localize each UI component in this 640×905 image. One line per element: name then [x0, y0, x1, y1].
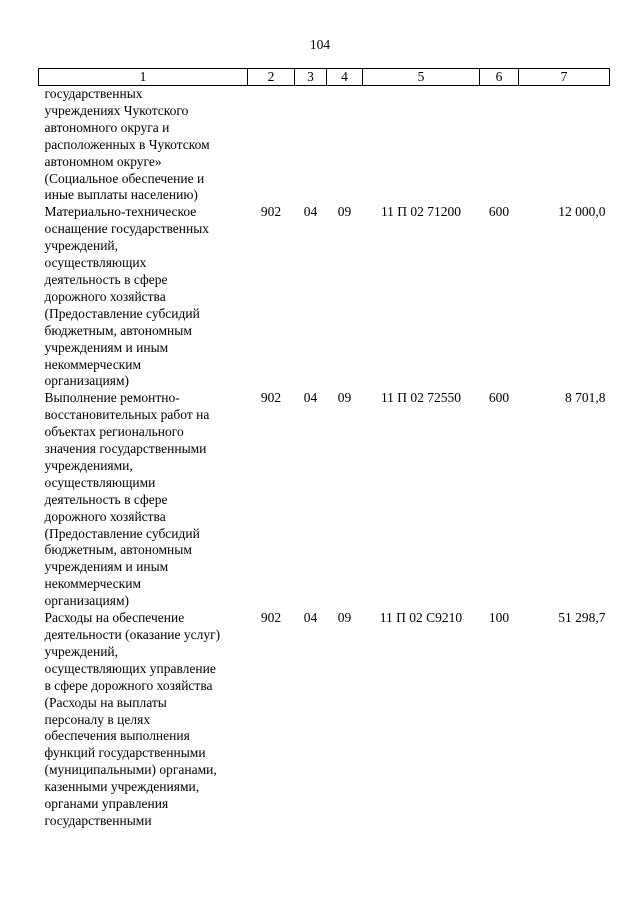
- description-line: автономного округа и: [44, 119, 170, 135]
- budget-table: [38, 68, 610, 830]
- table-row: [39, 86, 610, 205]
- header-col-5: 5: [363, 69, 480, 86]
- description-line: бюджетным, автономным: [44, 542, 192, 558]
- subsection-code: [327, 86, 363, 205]
- description-line: государственными: [44, 812, 152, 828]
- target-article-code: [363, 86, 480, 205]
- ministry-code: 902: [260, 204, 282, 220]
- row-description: [39, 610, 248, 830]
- page-number: 104: [309, 37, 331, 52]
- row-description: [39, 390, 248, 610]
- description-line: восстановительных работ на: [44, 407, 210, 423]
- description-line: государственных: [44, 86, 143, 101]
- table-header: [39, 69, 610, 86]
- description-line: значения государственными: [44, 441, 207, 457]
- description-line: объектах регионального: [44, 424, 184, 440]
- expense-type-code: 100: [488, 610, 510, 626]
- target-article-code: 11 П 02 72550: [380, 390, 462, 406]
- description-line: организациям): [44, 373, 130, 389]
- target-article-code: 11 П 02 71200: [380, 204, 462, 220]
- table-row: [39, 390, 610, 610]
- description-line: осуществляющих управление: [44, 660, 216, 676]
- section-code: [295, 86, 327, 205]
- description-line: персоналу в целях: [44, 711, 151, 727]
- description-line: учреждениях Чукотского: [44, 102, 189, 118]
- expense-type-code: 600: [488, 390, 510, 406]
- description-line: деятельность в сфере: [44, 491, 168, 507]
- amount: 51 298,7: [558, 610, 606, 626]
- header-col-3: 3: [295, 69, 327, 86]
- header-row: [39, 69, 610, 86]
- description-line: организациям): [44, 593, 130, 609]
- section-code: 04: [303, 610, 318, 626]
- description-line: учреждений,: [44, 238, 119, 254]
- header-col-1: 1: [39, 69, 248, 86]
- description-line: дорожного хозяйства: [44, 508, 166, 524]
- description-line: осуществляющих: [44, 255, 147, 271]
- description-line: некоммерческим: [44, 576, 142, 592]
- header-col-7: 7: [519, 69, 610, 86]
- description-line: (Предоставление субсидий: [44, 525, 200, 541]
- header-col-4: 4: [327, 69, 363, 86]
- section-code: 04: [303, 390, 318, 406]
- amount: 8 701,8: [565, 390, 606, 406]
- description-line: (Социальное обеспечение и: [44, 170, 205, 186]
- ministry-code: [248, 86, 295, 205]
- header-col-6: 6: [480, 69, 519, 86]
- subsection-code: 09: [337, 390, 352, 406]
- description-line: автономном округе»: [44, 153, 162, 169]
- expense-type-code: [480, 86, 519, 205]
- table-body: [39, 86, 610, 830]
- description-line: Материально-техническое: [44, 204, 197, 220]
- description-line: функций государственными: [44, 745, 206, 761]
- ministry-code: 902: [260, 390, 282, 406]
- description-line: (Расходы на выплаты: [44, 694, 167, 710]
- description-line: (муниципальными) органами,: [44, 762, 217, 778]
- description-line: Выполнение ремонтно-: [44, 390, 180, 406]
- description-line: деятельности (оказание услуг): [44, 627, 221, 642]
- subsection-code: 09: [337, 610, 352, 626]
- description-line: (Предоставление субсидий: [44, 305, 200, 321]
- ministry-code: 902: [260, 610, 282, 626]
- row-description: [39, 86, 248, 205]
- section-code: 04: [303, 204, 318, 220]
- description-line: дорожного хозяйства: [44, 288, 166, 304]
- description-line: некоммерческим: [44, 356, 142, 372]
- description-line: учреждениям и иным: [44, 339, 169, 355]
- table-row: [39, 204, 610, 390]
- description-line: казенными учреждениями,: [44, 779, 200, 795]
- description-line: обеспечения выполнения: [44, 728, 190, 744]
- description-line: деятельность в сфере: [44, 271, 168, 287]
- description-line: в сфере дорожного хозяйства: [44, 677, 213, 693]
- description-line: осуществляющими: [44, 474, 156, 490]
- description-line: оснащение государственных: [44, 221, 210, 237]
- expense-type-code: 600: [488, 204, 510, 220]
- description-line: учреждениям и иным: [44, 559, 169, 575]
- amount: 12 000,0: [558, 204, 606, 220]
- description-line: Расходы на обеспечение: [44, 610, 185, 626]
- description-line: учреждений,: [44, 643, 119, 659]
- target-article-code: 11 П 02 С9210: [379, 610, 463, 626]
- amount: [519, 86, 610, 205]
- description-line: органами управления: [44, 796, 169, 812]
- description-line: расположенных в Чукотском: [44, 136, 210, 152]
- header-col-2: 2: [248, 69, 295, 86]
- description-line: бюджетным, автономным: [44, 322, 192, 338]
- subsection-code: 09: [337, 204, 352, 220]
- table-row: [39, 610, 610, 830]
- row-description: [39, 204, 248, 390]
- description-line: иные выплаты населению): [44, 187, 198, 203]
- description-line: учреждениями,: [44, 457, 133, 473]
